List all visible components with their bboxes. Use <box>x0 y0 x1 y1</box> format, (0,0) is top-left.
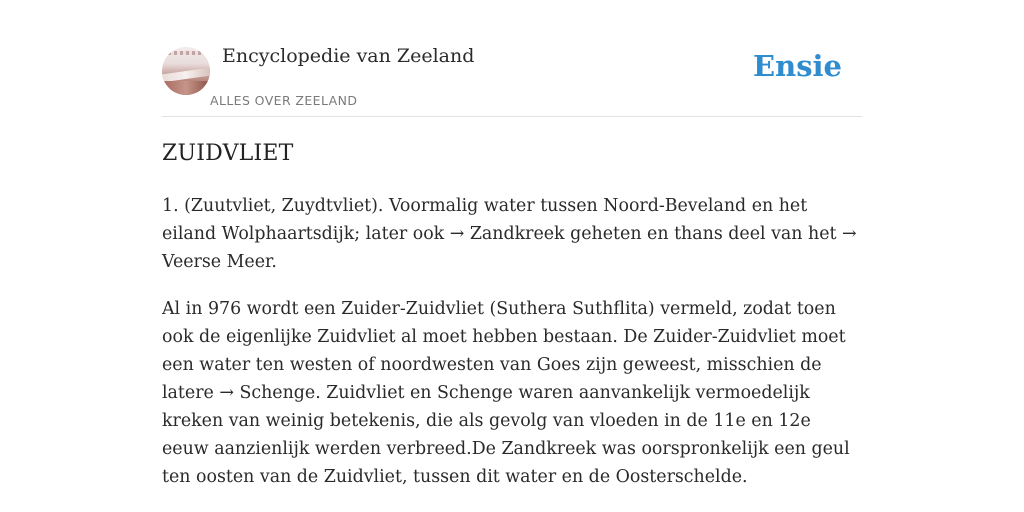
site-logo-avatar[interactable] <box>162 47 210 95</box>
article-paragraph: Al in 976 wordt een Zuider-Zuidvliet (Suthera Suthflita) vermeld, zodat toen ook de eigenlijke Zuidvliet al moet hebben bestaan. De Zuider-Zuidvliet moet een water ten westen of noordwesten van Goes zijn geweest, misschien de latere → Schenge. Zuidvliet en Schenge waren aanvankelijk vermoedelijk kreken van weinig betekenis, die als gevolg van vloeden in de 11e en 12e eeuw aanzienlijk werden verbreed.De Zandkreek was oorspronkelijk een geul ten oosten van de Zuidvliet, tussen dit water en de Oosterschelde. <box>162 299 850 487</box>
site-subtitle: ALLES OVER ZEELAND <box>210 93 358 108</box>
brand-logo[interactable]: Ensie <box>753 49 842 83</box>
avatar-detail <box>168 51 204 55</box>
article <box>162 140 862 510</box>
entry-title: ZUIDVLIET <box>162 141 294 166</box>
site-header <box>162 0 862 117</box>
avatar-detail <box>162 81 210 95</box>
site-title[interactable]: Encyclopedie van Zeeland <box>222 45 475 67</box>
article-paragraph: 1. (Zuutvliet, Zuydtvliet). Voormalig water tussen Noord-Beveland en het eiland Wolphaartsdijk; later ook → Zandkreek geheten en thans deel van het → Veerse Meer. <box>162 196 857 272</box>
